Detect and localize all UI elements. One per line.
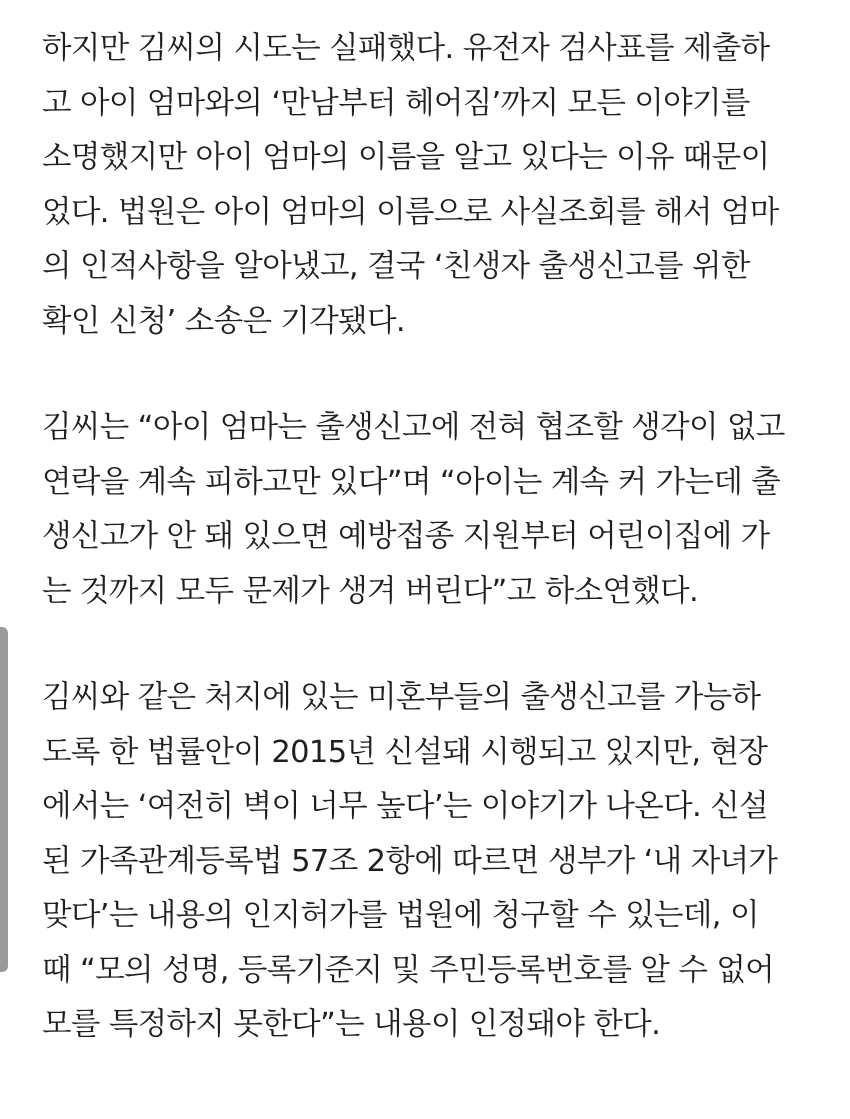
paragraph-1 [42,22,832,349]
text-line: 에서는 ‘여전히 벽이 너무 높다’는 이야기가 나온다. 신설 [42,789,768,824]
text-line: 김씨와 같은 처지에 있는 미혼부들의 출생신고를 가능하 [42,680,761,715]
text-line: 된 가족관계등록법 57조 2항에 따르면 생부가 ‘내 자녀가 [42,843,778,879]
text-line: 김씨는 “아이 엄마는 출생신고에 전혀 협조할 생각이 없고 [42,410,785,445]
text-line: 는 것까지 모두 문제가 생겨 버린다”고 하소연했다. [42,573,699,609]
text-line: 도록 한 법률안이 2015년 신설돼 시행되고 있지만, 현장 [42,734,768,770]
text-line: 고 아이 엄마와의 ‘만남부터 헤어짐’까지 모든 이야기를 [42,85,750,121]
paragraph-3 [42,671,832,1053]
text-line: 때 “모의 성명, 등록기준지 및 주민등록번호를 알 수 없어 [42,952,775,988]
text-line: 연락을 계속 피하고만 있다”며 “아이는 계속 커 가는데 출 [42,464,781,500]
paragraph-2 [42,401,832,619]
text-line: 소명했지만 아이 엄마의 이름을 알고 있다는 이유 때문이 [42,140,770,175]
text-line: 하지만 김씨의 시도는 실패했다. 유전자 검사표를 제출하 [42,31,770,66]
text-line: 의 인적사항을 알아냈고, 결국 ‘친생자 출생신고를 위한 [42,249,750,284]
text-line: 확인 신청’ 소송은 기각됐다. [42,303,405,339]
article-body [42,22,832,1105]
scroll-indicator[interactable] [0,627,8,972]
text-line: 모를 특정하지 못한다”는 내용이 인정돼야 한다. [42,1007,661,1042]
text-line: 생신고가 안 돼 있으면 예방접종 지원부터 어린이집에 가 [42,519,770,554]
text-line: 었다. 법원은 아이 엄마의 이름으로 사실조회를 해서 엄마 [42,194,779,230]
text-line: 맞다’는 내용의 인지허가를 법원에 청구할 수 있는데, 이 [42,898,759,933]
